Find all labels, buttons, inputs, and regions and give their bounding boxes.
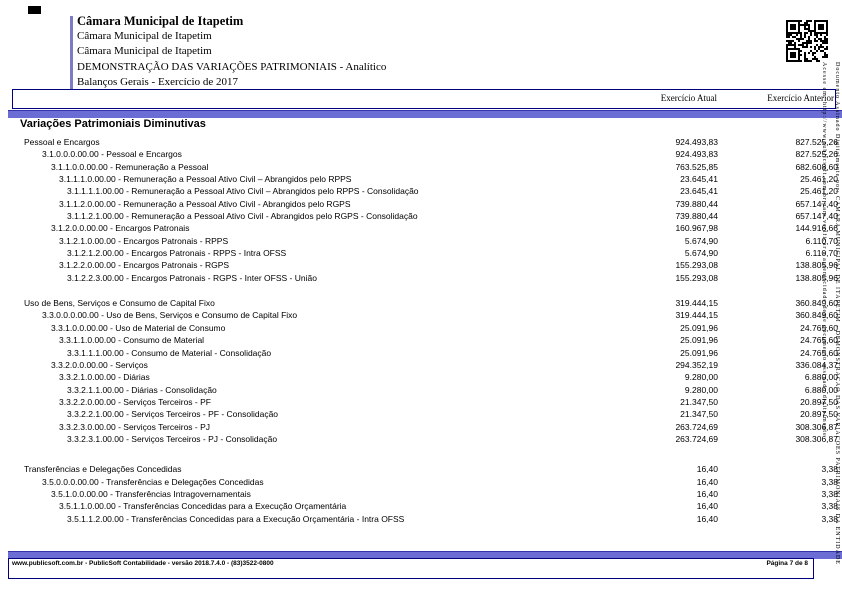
table-row bbox=[8, 235, 842, 247]
row-current-value: 16,40 bbox=[696, 488, 718, 499]
row-previous-value: 6.110,70 bbox=[805, 235, 838, 246]
row-current-value: 25.091,96 bbox=[680, 335, 718, 346]
table-row bbox=[8, 384, 842, 396]
org-name-line3: Câmara Municipal de Itapetim bbox=[77, 45, 212, 58]
org-name-title: Câmara Municipal de Itapetim bbox=[77, 14, 244, 28]
table-row bbox=[8, 488, 842, 500]
row-previous-value: 24.765,60 bbox=[800, 335, 838, 346]
row-label: 3.3.2.3.1.00.00 - Serviços Terceiros - PJ - Consolidação bbox=[67, 433, 278, 444]
table-row bbox=[8, 347, 842, 359]
table-row bbox=[8, 322, 842, 334]
table-row bbox=[8, 272, 842, 284]
row-label: 3.1.2.0.0.00.00 - Encargos Patronais bbox=[51, 223, 190, 234]
column-header-current: Exercício Atual bbox=[660, 93, 717, 103]
digital-signature-text-inner: Acesse em: http://www.publicsoft.com.br para verificar a autenticidade deste documento assinado digitalmente bbox=[821, 62, 827, 437]
footer-software-info: www.publicsoft.com.br - PublicSoft Contabilidade - versão 2018.7.4.0 - (83)3522-0800 bbox=[12, 560, 274, 567]
row-label: 3.3.2.1.0.00.00 - Diárias bbox=[59, 372, 150, 383]
row-previous-value: 308.306,87 bbox=[795, 421, 838, 432]
row-previous-value: 144.916,66 bbox=[795, 223, 838, 234]
table-row bbox=[8, 297, 842, 309]
row-previous-value: 6.880,00 bbox=[804, 384, 838, 395]
row-previous-value: 360.849,60 bbox=[795, 298, 838, 309]
row-label: 3.3.0.0.0.00.00 - Uso de Bens, Serviços e Consumo de Capital Fixo bbox=[42, 310, 298, 321]
row-label: 3.1.1.2.0.00.00 - Remuneração a Pessoal Ativo Civil - Abrangidos pelo RGPS bbox=[59, 198, 351, 209]
row-current-value: 924.493,83 bbox=[675, 137, 718, 147]
row-previous-value: 138.805,96 bbox=[795, 272, 838, 283]
row-label: 3.3.2.2.1.00.00 - Serviços Terceiros - PF - Consolidação bbox=[67, 409, 279, 420]
row-current-value: 21.347,50 bbox=[680, 396, 718, 407]
row-label: 3.1.0.0.0.00.00 - Pessoal e Encargos bbox=[42, 149, 182, 160]
table-row bbox=[8, 334, 842, 346]
row-current-value: 21.347,50 bbox=[680, 409, 718, 420]
row-current-value: 763.525,85 bbox=[675, 161, 718, 172]
row-previous-value: 3,38 bbox=[821, 464, 838, 475]
row-current-value: 263.724,69 bbox=[675, 421, 718, 432]
row-current-value: 155.293,08 bbox=[675, 260, 718, 271]
row-label: 3.1.2.1.2.00.00 - Encargos Patronais - RPPS - Intra OFSS bbox=[67, 248, 287, 259]
row-current-value: 16,40 bbox=[696, 501, 718, 512]
footer-bar bbox=[8, 558, 814, 579]
row-label: 3.3.2.1.1.00.00 - Diárias - Consolidação bbox=[67, 384, 217, 395]
table-row bbox=[8, 309, 842, 321]
row-current-value: 263.724,69 bbox=[675, 433, 718, 444]
row-previous-value: 25.461,20 bbox=[800, 174, 838, 185]
row-current-value: 739.880,44 bbox=[675, 198, 718, 209]
table-row bbox=[8, 161, 842, 173]
row-label: 3.1.2.2.3.00.00 - Encargos Patronais - RGPS - Inter OFSS - União bbox=[67, 272, 317, 283]
row-previous-value: 336.084,37 bbox=[795, 359, 838, 370]
row-previous-value: 138.805,96 bbox=[795, 260, 838, 271]
row-label: 3.3.2.3.0.00.00 - Serviços Terceiros - PJ bbox=[59, 421, 211, 432]
row-label: 3.1.1.0.0.00.00 - Remuneração a Pessoal bbox=[51, 161, 209, 172]
table-row bbox=[8, 148, 842, 160]
row-label: 3.3.1.1.0.00.00 - Consumo de Material bbox=[59, 335, 205, 346]
row-current-value: 23.645,41 bbox=[680, 174, 718, 185]
table-row bbox=[8, 396, 842, 408]
row-label: 3.3.2.0.0.00.00 - Serviços bbox=[51, 359, 148, 370]
row-label: 3.5.1.0.0.00.00 - Transferências Intragovernamentais bbox=[51, 488, 251, 499]
row-current-value: 25.091,96 bbox=[680, 322, 718, 333]
row-label: 3.1.2.1.0.00.00 - Encargos Patronais - RPPS bbox=[59, 235, 229, 246]
table-row bbox=[8, 500, 842, 512]
table-row bbox=[8, 222, 842, 234]
row-label: 3.1.1.1.1.00.00 - Remuneração a Pessoal Ativo Civil – Abrangidos pelo RPPS - Consolidação bbox=[67, 186, 419, 197]
printer-mark bbox=[28, 6, 41, 14]
report-subtitle: Balanços Gerais - Exercício de 2017 bbox=[77, 75, 238, 88]
row-previous-value: 657.147,40 bbox=[795, 198, 838, 209]
table-row bbox=[8, 421, 842, 433]
row-current-value: 294.352,19 bbox=[675, 359, 718, 370]
table-section bbox=[8, 463, 842, 525]
row-current-value: 319.444,15 bbox=[675, 310, 718, 321]
digital-signature-text-outer: Documento Assinado Digitalmente por: CAMARA MUNICIPAL DE ITAPETIM - DEMONSTRACAO DAS VARIACOES PATRIMONIAIS DA ENTIDADE bbox=[834, 62, 840, 565]
row-current-value: 25.091,96 bbox=[680, 347, 718, 358]
row-current-value: 16,40 bbox=[696, 513, 718, 524]
accent-bar-top bbox=[8, 110, 842, 118]
row-current-value: 9.280,00 bbox=[684, 384, 718, 395]
table-row bbox=[8, 433, 842, 445]
row-current-value: 23.645,41 bbox=[680, 186, 718, 197]
row-previous-value: 827.525,26 bbox=[795, 149, 838, 160]
row-previous-value: 6.110,70 bbox=[805, 248, 838, 259]
report-title: DEMONSTRAÇÃO DAS VARIAÇÕES PATRIMONIAIS - Analítico bbox=[77, 60, 387, 73]
row-current-value: 5.674,90 bbox=[684, 235, 718, 246]
row-previous-value: 20.897,50 bbox=[800, 396, 838, 407]
table-row bbox=[8, 513, 842, 525]
row-previous-value: 827.525,26 bbox=[795, 137, 838, 147]
row-label: 3.5.1.1.2.00.00 - Transferências Concedidas para a Execução Orçamentária - Intra OFSS bbox=[67, 513, 405, 524]
table-row bbox=[8, 210, 842, 222]
row-current-value: 16,40 bbox=[696, 464, 718, 475]
row-current-value: 924.493,83 bbox=[675, 149, 718, 160]
row-label: Uso de Bens, Serviços e Consumo de Capital Fixo bbox=[24, 298, 215, 309]
row-label: 3.3.1.1.1.00.00 - Consumo de Material - Consolidação bbox=[67, 347, 272, 358]
row-previous-value: 682.608,60 bbox=[795, 161, 838, 172]
table-row bbox=[8, 185, 842, 197]
org-name-line2: Câmara Municipal de Itapetim bbox=[77, 30, 212, 43]
footer-page-number: Página 7 de 8 bbox=[766, 560, 808, 567]
table-row bbox=[8, 247, 842, 259]
row-label: 3.3.1.0.0.00.00 - Uso de Material de Consumo bbox=[51, 322, 226, 333]
row-label: 3.1.1.1.0.00.00 - Remuneração a Pessoal Ativo Civil – Abrangidos pelo RPPS bbox=[59, 174, 352, 185]
row-previous-value: 6.880,00 bbox=[804, 372, 838, 383]
row-previous-value: 20.897,50 bbox=[800, 409, 838, 420]
row-label: 3.5.0.0.0.00.00 - Transferências e Delegações Concedidas bbox=[42, 476, 264, 487]
header-divider-line bbox=[70, 16, 73, 93]
report-header bbox=[77, 14, 386, 90]
qr-code-icon bbox=[786, 20, 828, 62]
table-section bbox=[8, 136, 842, 284]
row-previous-value: 657.147,40 bbox=[795, 211, 838, 222]
row-current-value: 5.674,90 bbox=[684, 248, 718, 259]
row-previous-value: 360.849,60 bbox=[795, 310, 838, 321]
row-label: 3.3.2.2.0.00.00 - Serviços Terceiros - PF bbox=[59, 396, 211, 407]
row-previous-value: 24.765,60 bbox=[800, 322, 838, 333]
table-row bbox=[8, 259, 842, 271]
row-current-value: 16,40 bbox=[696, 476, 718, 487]
table-row bbox=[8, 136, 842, 148]
table-section bbox=[8, 297, 842, 445]
table-row bbox=[8, 476, 842, 488]
row-previous-value: 3,38 bbox=[821, 513, 838, 524]
row-current-value: 160.967,98 bbox=[675, 223, 718, 234]
row-previous-value: 308.306,87 bbox=[795, 433, 838, 444]
row-previous-value: 3,38 bbox=[821, 476, 838, 487]
row-current-value: 155.293,08 bbox=[675, 272, 718, 283]
table-row bbox=[8, 371, 842, 383]
table-row bbox=[8, 408, 842, 420]
row-label: 3.1.2.2.0.00.00 - Encargos Patronais - RGPS bbox=[59, 260, 230, 271]
row-label: 3.5.1.1.0.00.00 - Transferências Concedidas para a Execução Orçamentária bbox=[59, 501, 347, 512]
variations-table bbox=[8, 136, 842, 525]
table-row bbox=[8, 463, 842, 475]
row-current-value: 319.444,15 bbox=[675, 298, 718, 309]
row-previous-value: 24.765,60 bbox=[800, 347, 838, 358]
row-label: Pessoal e Encargos bbox=[24, 137, 100, 147]
table-row bbox=[8, 359, 842, 371]
row-previous-value: 3,38 bbox=[821, 501, 838, 512]
column-header-previous: Exercício Anterior bbox=[767, 93, 834, 103]
row-label: Transferências e Delegações Concedidas bbox=[24, 464, 182, 475]
table-row bbox=[8, 173, 842, 185]
table-row bbox=[8, 198, 842, 210]
row-current-value: 9.280,00 bbox=[684, 372, 718, 383]
row-current-value: 739.880,44 bbox=[675, 211, 718, 222]
row-previous-value: 25.461,20 bbox=[800, 186, 838, 197]
row-label: 3.1.1.2.1.00.00 - Remuneração a Pessoal Ativo Civil - Abrangidos pelo RGPS - Consolidação bbox=[67, 211, 418, 222]
column-header-row bbox=[12, 89, 836, 109]
section-title: Variações Patrimoniais Diminutivas bbox=[20, 118, 206, 130]
row-previous-value: 3,38 bbox=[821, 488, 838, 499]
